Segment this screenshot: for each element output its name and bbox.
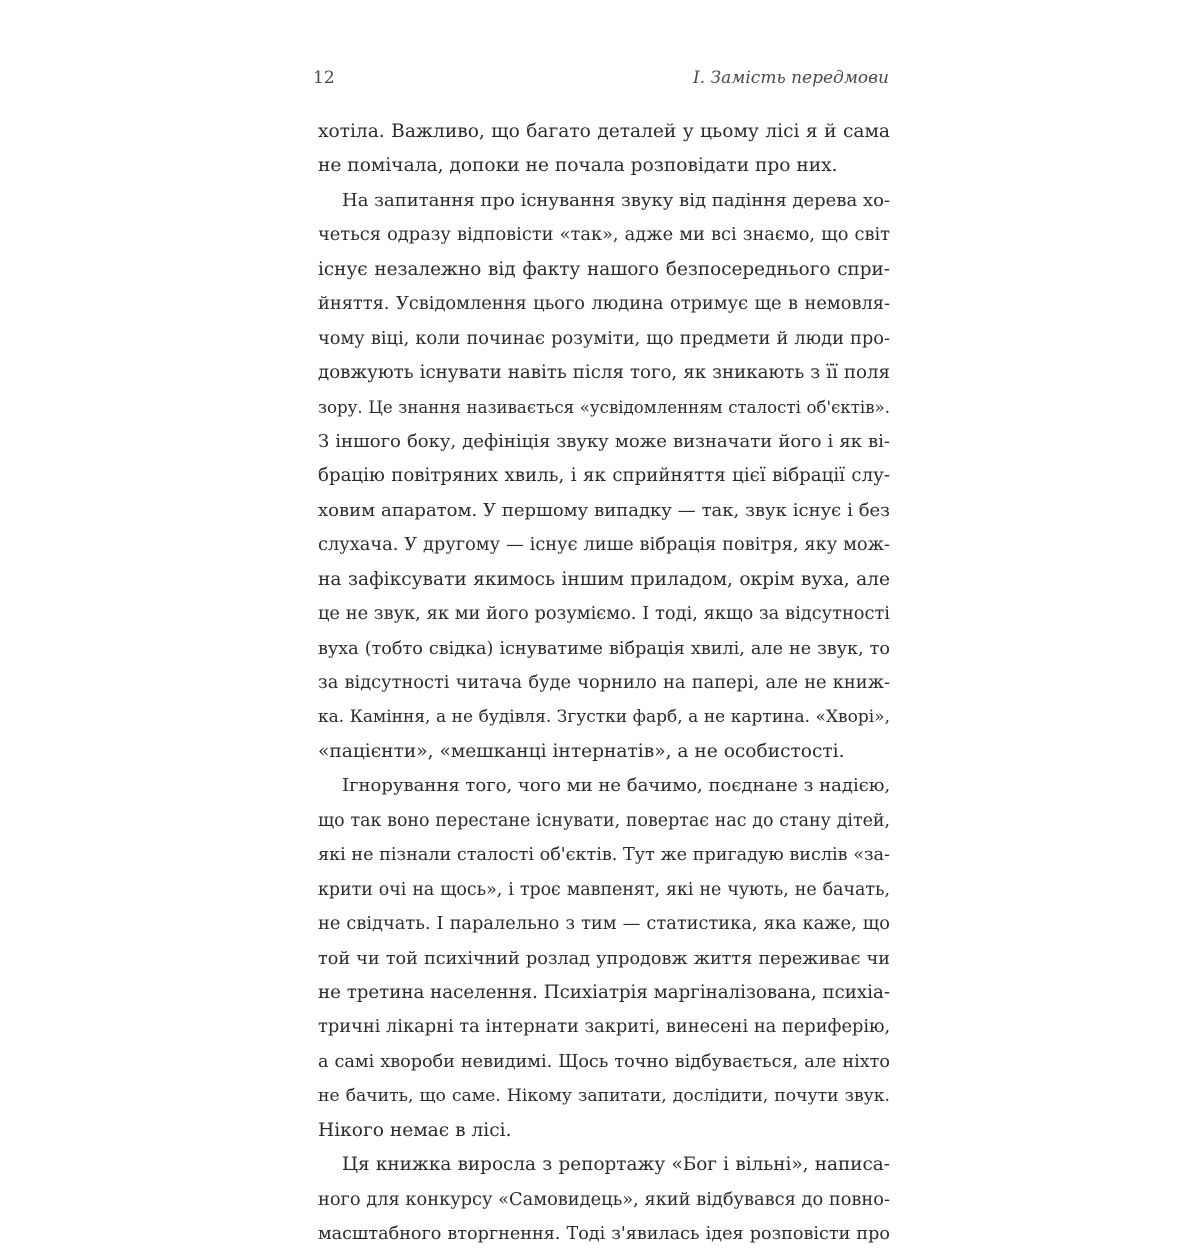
text-line: чому віці, коли починає розуміти, що предмети й люди про- [318, 327, 890, 349]
text-line: хотіла. Важливо, що багато деталей у цьому лісі я й сама [318, 121, 890, 142]
chapter-title: І. Замість передмови [693, 68, 889, 88]
text-line: ховим апаратом. У першому випадку — так, звук існує і без [318, 499, 890, 521]
text-line: на зафіксувати якимось іншим приладом, окрім вуха, але [318, 568, 890, 590]
text-line: існує незалежно від факту нашого безпосереднього спри- [318, 258, 890, 280]
text-line: а самі хвороби невидимі. Щось точно відбувається, але ніхто [318, 1051, 890, 1072]
running-head [313, 68, 889, 98]
text-line: «пацієнти», «мешканці інтернатів», а не особистості. [318, 740, 845, 762]
body-text [318, 115, 890, 1251]
text-line: йняття. Усвідомлення цього людина отримує ще в немовля- [318, 293, 890, 315]
text-line: На запитання про існування звуку від падіння дерева хо- [342, 189, 890, 211]
text-line: масштабного вторгнення. Тоді з'явилась ідея розповісти про [318, 1224, 890, 1244]
text-line: Нікого немає в лісі. [318, 1119, 512, 1141]
text-line: Ця книжка виросла з репортажу «Бог і вільні», написа- [342, 1154, 890, 1176]
text-line: не помічала, допоки не почала розповідати про них. [318, 155, 838, 177]
text-line: вуха (тобто свідка) існуватиме вібрація хвилі, але не звук, то [318, 638, 890, 659]
text-line: не третина населення. Психіатрія маргіналізована, психіа- [318, 981, 890, 1003]
text-line: зору. Це знання називається «усвідомленням сталості об'єктів». [318, 397, 890, 417]
text-line: які не пізнали сталості об'єктів. Тут же пригадую вислів «за- [318, 845, 890, 866]
text-line: слухача. У другому — існує лише вібрація повітря, яку мож- [318, 534, 890, 556]
text-line: Ігнорування того, чого ми не бачимо, поєднане з надією, [342, 775, 891, 797]
text-line: З іншого боку, дефініція звуку може визначати його і як ві- [318, 430, 890, 452]
text-line: не свідчать. І паралельно з тим — статистика, яка каже, що [318, 913, 890, 935]
text-line: довжують існувати навіть після того, як зникають з її поля [318, 362, 890, 384]
text-line: за відсутності читача буде чорнило на папері, але не книж- [318, 672, 890, 693]
text-line: що так воно перестане існувати, повертає нас до стану дітей, [318, 810, 890, 831]
text-line: брацію повітряних хвиль, і як сприйняття цієї вібрації слу- [318, 465, 890, 487]
text-line: ного для конкурсу «Самовидець», який відбувався до повно- [318, 1188, 890, 1210]
text-line: крити очі на щось», і троє мавпенят, які не чують, не бачать, [318, 879, 890, 900]
text-line: це не звук, як ми його розуміємо. І тоді, якщо за відсутності [318, 603, 890, 625]
text-line: четься одразу відповісти «так», адже ми всі знаємо, що світ [318, 224, 890, 246]
text-line: той чи той психічний розлад упродовж життя переживає чи [318, 948, 890, 969]
text-line: не бачить, що саме. Нікому запитати, дослідити, почути звук. [318, 1086, 890, 1107]
text-line: ка. Каміння, а не будівля. Згустки фарб, а не картина. «Хворі», [318, 707, 890, 728]
page-number: 12 [313, 68, 335, 88]
text-line: тричні лікарні та інтернати закриті, винесені на периферію, [318, 1016, 891, 1038]
